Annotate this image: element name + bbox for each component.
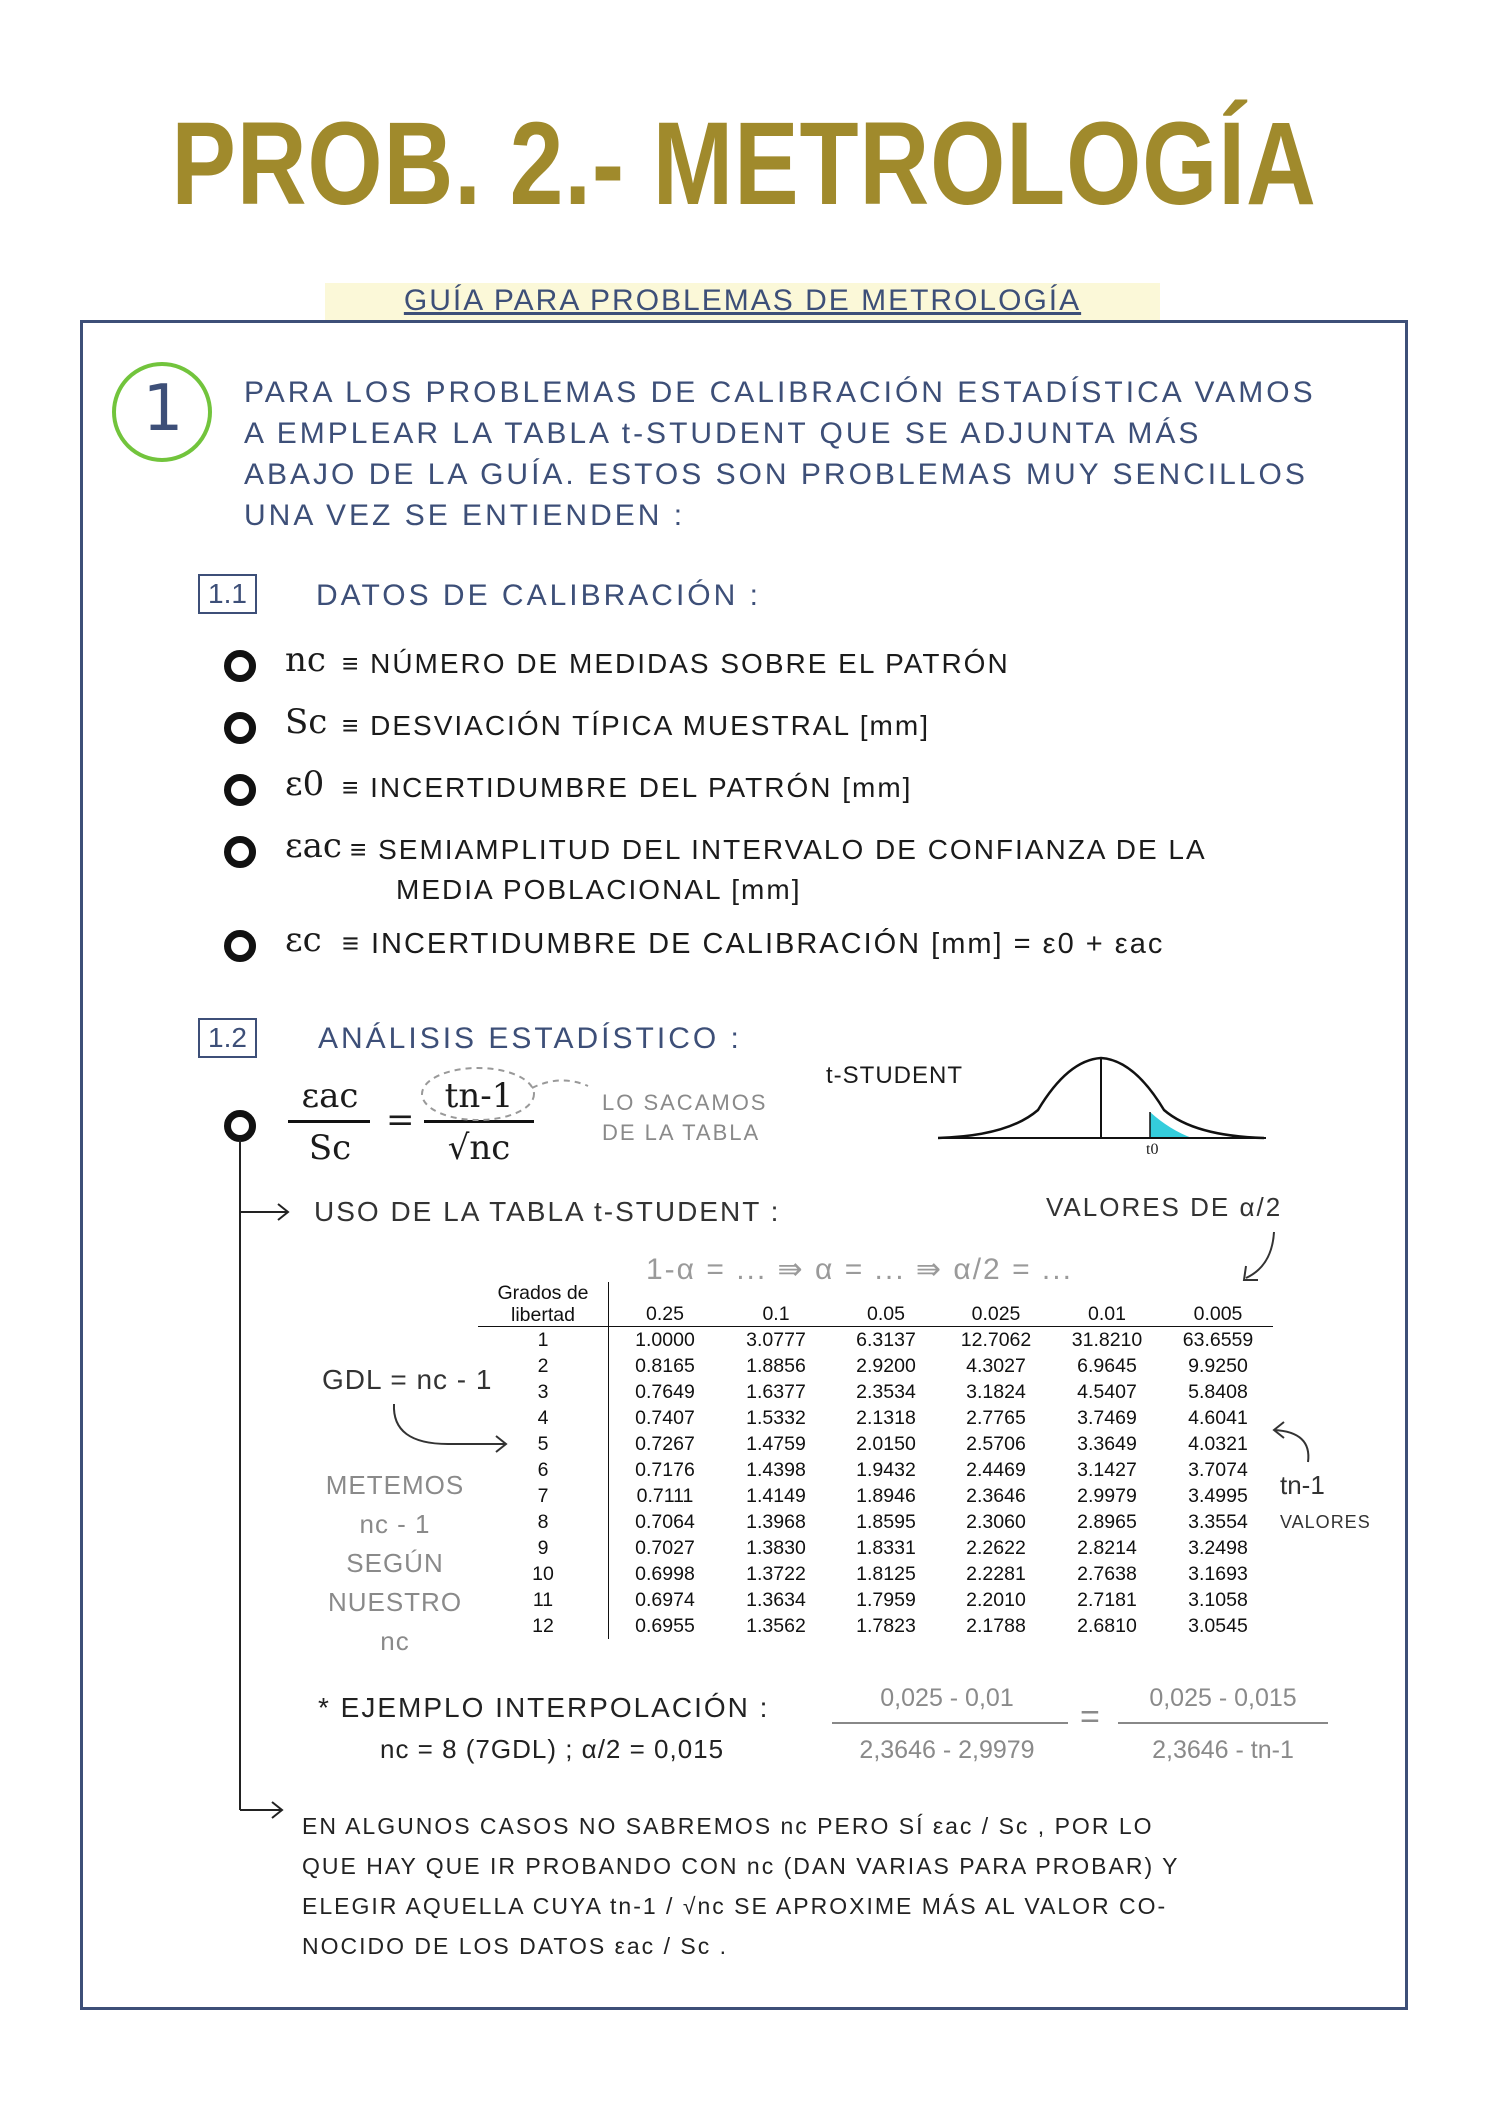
table-row bbox=[478, 1587, 1273, 1613]
bracket-arrow-icon bbox=[230, 1140, 300, 1840]
t-table-body bbox=[478, 1327, 1273, 1640]
header-label-line: libertad bbox=[511, 1304, 575, 1326]
t-value-cell: 0.7407 bbox=[609, 1405, 722, 1431]
table-row bbox=[478, 1431, 1273, 1457]
table-row bbox=[478, 1613, 1273, 1639]
t-value-cell: 2.2281 bbox=[966, 1562, 1026, 1585]
section-number-1-2: 1.2 bbox=[198, 1018, 257, 1058]
t-value-cell: 1.6377 bbox=[746, 1380, 806, 1403]
t-value-cell: 1.3634 bbox=[746, 1588, 806, 1611]
column-header: 0.025 bbox=[971, 1303, 1021, 1325]
dashed-callout-icon bbox=[420, 1060, 600, 1130]
fraction-bar bbox=[1118, 1722, 1328, 1724]
t-value-cell: 0.7267 bbox=[609, 1431, 722, 1457]
t-value-cell: 6.3137 bbox=[856, 1328, 916, 1351]
definition-sc: ≡ DESVIACIÓN TÍPICA MUESTRAL [mm] bbox=[342, 710, 930, 741]
frac2-denominator: 2,3646 - tn-1 bbox=[1152, 1736, 1294, 1764]
definition-e0: ≡ INCERTIDUMBRE DEL PATRÓN [mm] bbox=[342, 772, 913, 803]
t0-label: t0 bbox=[1146, 1141, 1159, 1158]
table-row bbox=[478, 1535, 1273, 1561]
t-value-cell: 0.7064 bbox=[609, 1509, 722, 1535]
t-value-cell: 63.6559 bbox=[1182, 1328, 1254, 1351]
frac1-denominator: 2,3646 - 2,9979 bbox=[859, 1736, 1035, 1764]
t-value-cell: 6.9645 bbox=[1077, 1354, 1137, 1377]
degrees-of-freedom-cell: 2 bbox=[537, 1354, 549, 1377]
degrees-of-freedom-cell: 9 bbox=[537, 1536, 549, 1559]
t-value-cell: 4.0321 bbox=[1188, 1432, 1248, 1455]
table-row bbox=[478, 1483, 1273, 1509]
formula-numerator-right: tn-1 bbox=[444, 1076, 514, 1116]
degrees-of-freedom-cell: 12 bbox=[532, 1614, 554, 1637]
intro-number: 1 bbox=[142, 372, 184, 446]
table-row bbox=[478, 1457, 1273, 1483]
t-value-cell: 4.6041 bbox=[1188, 1406, 1248, 1429]
t-value-cell: 0.7111 bbox=[609, 1483, 722, 1509]
use-table-label: USO DE LA TABLA t-STUDENT : bbox=[314, 1196, 781, 1227]
t-value-cell: 4.3027 bbox=[966, 1354, 1026, 1377]
side-note-line: METEMOS bbox=[325, 1470, 465, 1500]
table-row bbox=[478, 1327, 1273, 1354]
t-value-cell: 1.0000 bbox=[609, 1327, 722, 1354]
table-row bbox=[478, 1379, 1273, 1405]
definition-nc: ≡ NÚMERO DE MEDIDAS SOBRE EL PATRÓN bbox=[342, 648, 1010, 679]
t-value-cell: 1.5332 bbox=[746, 1406, 806, 1429]
section-number-1-1: 1.1 bbox=[198, 574, 257, 614]
bullet-icon bbox=[224, 930, 256, 962]
right-note-valores: VALORES bbox=[1280, 1512, 1371, 1532]
t-value-cell: 0.7027 bbox=[609, 1535, 722, 1561]
column-header: 0.1 bbox=[762, 1303, 790, 1325]
example-given: nc = 8 (7GDL) ; α/2 = 0,015 bbox=[380, 1734, 725, 1764]
intro-line: A EMPLEAR LA TABLA t-STUDENT QUE SE ADJUNTA MÁS bbox=[244, 417, 1202, 450]
t-value-cell: 31.8210 bbox=[1071, 1328, 1143, 1351]
final-note-line: ELEGIR AQUELLA CUYA tn-1 / √nc SE APROXIME MÁS AL VALOR CO- bbox=[302, 1893, 1168, 1919]
t-value-cell: 5.8408 bbox=[1188, 1380, 1248, 1403]
t-value-cell: 1.9432 bbox=[856, 1458, 916, 1481]
fraction-bar bbox=[832, 1722, 1068, 1724]
t-value-cell: 12.7062 bbox=[960, 1328, 1032, 1351]
formula-denominator-left: Sc bbox=[308, 1128, 352, 1168]
t-value-cell: 0.6974 bbox=[609, 1587, 722, 1613]
t-value-cell: 9.9250 bbox=[1188, 1354, 1248, 1377]
t-value-cell: 1.3968 bbox=[746, 1510, 806, 1533]
t-value-cell: 2.2010 bbox=[966, 1588, 1026, 1611]
t-value-cell: 3.2498 bbox=[1188, 1536, 1248, 1559]
table-header-label bbox=[478, 1282, 609, 1327]
t-value-cell: 1.3830 bbox=[746, 1536, 806, 1559]
header-label-line: Grados de bbox=[497, 1282, 589, 1304]
t-value-cell: 2.9200 bbox=[856, 1354, 916, 1377]
tstudent-curve-icon bbox=[938, 1050, 1268, 1160]
t-value-cell: 2.0150 bbox=[856, 1432, 916, 1455]
t-value-cell: 2.8965 bbox=[1077, 1510, 1137, 1533]
right-arrow-icon bbox=[1268, 1418, 1320, 1468]
t-value-cell: 1.7959 bbox=[856, 1588, 916, 1611]
t-value-cell: 3.3649 bbox=[1077, 1432, 1137, 1455]
degrees-of-freedom-cell: 10 bbox=[532, 1562, 554, 1585]
t-value-cell: 2.8214 bbox=[1077, 1536, 1137, 1559]
section-heading-1-1: DATOS DE CALIBRACIÓN : bbox=[316, 579, 761, 612]
t-value-cell: 1.4759 bbox=[746, 1432, 806, 1455]
bullet-icon bbox=[224, 712, 256, 744]
t-value-cell: 2.3060 bbox=[966, 1510, 1026, 1533]
equals-sign: = bbox=[1080, 1698, 1100, 1736]
intro-line: ABAJO DE LA GUÍA. ESTOS SON PROBLEMAS MUY SENCILLOS bbox=[244, 458, 1308, 491]
page-title: PROB. 2.- METROLOGÍA bbox=[171, 98, 1317, 230]
table-row bbox=[478, 1353, 1273, 1379]
t-value-cell: 1.8856 bbox=[746, 1354, 806, 1377]
final-note bbox=[302, 1806, 1179, 1966]
t-value-cell: 0.6998 bbox=[609, 1561, 722, 1587]
t-value-cell: 0.6955 bbox=[609, 1613, 722, 1639]
table-row bbox=[478, 1561, 1273, 1587]
tstudent-label: t-STUDENT bbox=[826, 1062, 963, 1089]
bullet-icon bbox=[224, 650, 256, 682]
right-note-t: tn-1 bbox=[1280, 1470, 1325, 1500]
bullet-icon bbox=[224, 1110, 256, 1142]
t-value-cell: 1.7823 bbox=[856, 1614, 916, 1637]
bullet-icon bbox=[224, 774, 256, 806]
section-heading-1-2: ANÁLISIS ESTADÍSTICO : bbox=[318, 1022, 742, 1055]
degrees-of-freedom-cell: 8 bbox=[537, 1510, 549, 1533]
t-value-cell: 1.8331 bbox=[856, 1536, 916, 1559]
t-value-cell: 2.6810 bbox=[1077, 1614, 1137, 1637]
t-table bbox=[478, 1282, 1273, 1639]
degrees-of-freedom-cell: 1 bbox=[537, 1328, 549, 1351]
final-note-line: QUE HAY QUE IR PROBANDO CON nc (DAN VARIAS PARA PROBAR) Y bbox=[302, 1853, 1180, 1879]
t-value-cell: 2.3534 bbox=[856, 1380, 916, 1403]
formula-note: LO SACAMOS DE LA TABLA bbox=[602, 1090, 768, 1145]
t-value-cell: 0.7176 bbox=[609, 1457, 722, 1483]
side-note bbox=[310, 1466, 480, 1661]
t-value-cell: 3.7074 bbox=[1188, 1458, 1248, 1481]
column-header: 0.25 bbox=[609, 1282, 722, 1327]
t-value-cell: 1.4149 bbox=[746, 1484, 806, 1507]
alpha-chain: 1-α = ... ⇛ α = ... ⇛ α/2 = ... bbox=[646, 1253, 1073, 1286]
t-value-cell: 3.4995 bbox=[1188, 1484, 1248, 1507]
t-value-cell: 1.8595 bbox=[856, 1510, 916, 1533]
fraction-bar bbox=[288, 1120, 370, 1123]
t-value-cell: 2.9979 bbox=[1077, 1484, 1137, 1507]
intro-line: PARA LOS PROBLEMAS DE CALIBRACIÓN ESTADÍSTICA VAMOS bbox=[244, 376, 1316, 409]
example-heading: * EJEMPLO INTERPOLACIÓN : bbox=[318, 1692, 770, 1723]
guide-heading: GUÍA PARA PROBLEMAS DE METROLOGÍA bbox=[403, 284, 1082, 317]
symbol-eac: εac bbox=[285, 826, 342, 866]
degrees-of-freedom-cell: 11 bbox=[532, 1588, 554, 1611]
symbol-nc: nc bbox=[285, 640, 326, 680]
column-header: 0.05 bbox=[867, 1303, 905, 1325]
degrees-of-freedom-cell: 7 bbox=[537, 1484, 549, 1507]
side-note-line: nc - 1 bbox=[359, 1509, 431, 1539]
column-header: 0.01 bbox=[1088, 1303, 1126, 1325]
final-note-line: EN ALGUNOS CASOS NO SABREMOS nc PERO SÍ εac / Sc , POR LO bbox=[302, 1813, 1154, 1839]
t-value-cell: 2.3646 bbox=[966, 1484, 1026, 1507]
side-note-line: SEGÚN bbox=[346, 1548, 444, 1578]
t-value-cell: 2.7638 bbox=[1077, 1562, 1137, 1585]
t-value-cell: 0.8165 bbox=[609, 1353, 722, 1379]
column-header: 0.005 bbox=[1193, 1303, 1243, 1325]
t-value-cell: 2.5706 bbox=[966, 1432, 1026, 1455]
t-value-cell: 1.4398 bbox=[746, 1458, 806, 1481]
definition-eac: ≡ SEMIAMPLITUD DEL INTERVALO DE CONFIANZA DE LA bbox=[350, 834, 1207, 865]
t-value-cell: 3.1427 bbox=[1077, 1458, 1137, 1481]
t-value-cell: 1.3722 bbox=[746, 1562, 806, 1585]
t-table-container bbox=[478, 1282, 1273, 1639]
intro-line: UNA VEZ SE ENTIENDEN : bbox=[244, 499, 686, 532]
equals-sign: = bbox=[386, 1100, 415, 1140]
t-value-cell: 3.1693 bbox=[1188, 1562, 1248, 1585]
final-note-line: NOCIDO DE LOS DATOS εac / Sc . bbox=[302, 1933, 728, 1959]
t-value-cell: 2.2622 bbox=[966, 1536, 1026, 1559]
t-value-cell: 1.3562 bbox=[746, 1614, 806, 1637]
symbol-sc: Sc bbox=[285, 702, 328, 742]
t-value-cell: 3.0777 bbox=[746, 1328, 806, 1351]
degrees-of-freedom-cell: 3 bbox=[537, 1380, 549, 1403]
degrees-of-freedom-cell: 6 bbox=[537, 1458, 549, 1481]
t-value-cell: 3.1824 bbox=[966, 1380, 1026, 1403]
t-value-cell: 3.3554 bbox=[1188, 1510, 1248, 1533]
formula-numerator-left: εac bbox=[301, 1076, 359, 1116]
degrees-of-freedom-cell: 5 bbox=[537, 1432, 549, 1455]
t-value-cell: 2.7765 bbox=[966, 1406, 1026, 1429]
definition-eac-line2: MEDIA POBLACIONAL [mm] bbox=[396, 874, 802, 905]
t-value-cell: 3.0545 bbox=[1188, 1614, 1248, 1637]
t-value-cell: 1.8946 bbox=[856, 1484, 916, 1507]
t-value-cell: 4.5407 bbox=[1077, 1380, 1137, 1403]
table-row bbox=[478, 1405, 1273, 1431]
symbol-e0: ε0 bbox=[285, 764, 325, 804]
degrees-of-freedom-cell: 4 bbox=[537, 1406, 549, 1429]
t-value-cell: 2.1788 bbox=[966, 1614, 1026, 1637]
t-value-cell: 3.1058 bbox=[1188, 1588, 1248, 1611]
t-value-cell: 0.7649 bbox=[609, 1379, 722, 1405]
table-row bbox=[478, 1509, 1273, 1535]
t-value-cell: 2.1318 bbox=[856, 1406, 916, 1429]
intro-text bbox=[244, 372, 1316, 536]
t-value-cell: 1.8125 bbox=[856, 1562, 916, 1585]
bullet-icon bbox=[224, 836, 256, 868]
frac2-numerator: 0,025 - 0,015 bbox=[1149, 1684, 1297, 1712]
alpha-values-label: VALORES DE α/2 bbox=[1046, 1192, 1283, 1222]
t-value-cell: 3.7469 bbox=[1077, 1406, 1137, 1429]
definition-ec: ≡ INCERTIDUMBRE DE CALIBRACIÓN [mm] = ε0 + εac bbox=[342, 928, 1165, 960]
gdl-label: GDL = nc - 1 bbox=[322, 1364, 493, 1395]
frac1-numerator: 0,025 - 0,01 bbox=[880, 1684, 1014, 1712]
curved-arrow-icon bbox=[1238, 1228, 1284, 1288]
t-value-cell: 2.4469 bbox=[966, 1458, 1026, 1481]
formula-denominator-right: √nc bbox=[447, 1128, 511, 1168]
t-value-cell: 2.7181 bbox=[1077, 1588, 1137, 1611]
symbol-ec: εc bbox=[285, 920, 322, 960]
side-note-line: nc bbox=[380, 1626, 410, 1656]
side-note-line: NUESTRO bbox=[327, 1587, 463, 1617]
